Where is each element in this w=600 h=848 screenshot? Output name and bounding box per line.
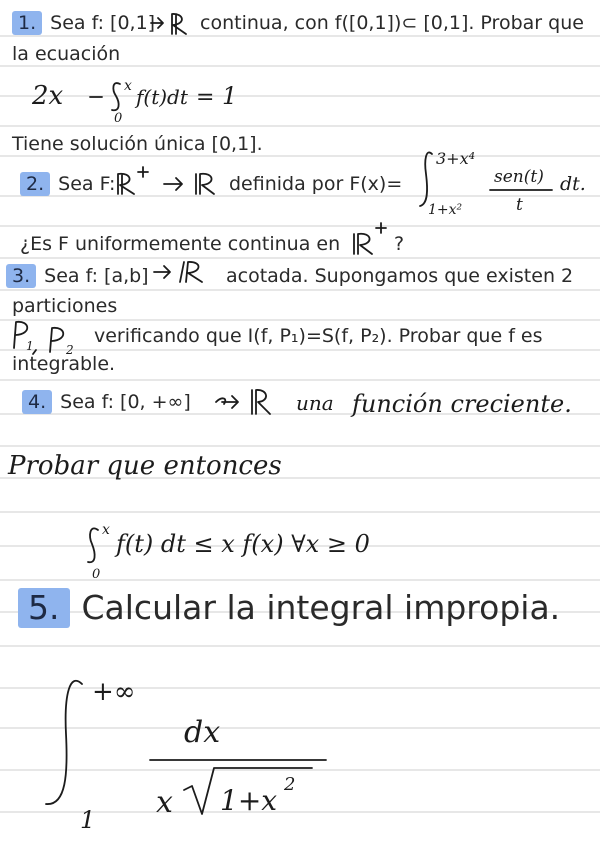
svg-text:sen(t): sen(t)	[494, 167, 544, 187]
svg-text:1: 1	[222, 82, 238, 110]
exercise-2-text-a: Sea F:	[58, 173, 116, 195]
exercise-2-text-c: ¿Es F uniformemente continua en	[20, 233, 341, 255]
exercise-2-text-b: definida por F(x)=	[229, 173, 403, 195]
exercise-1-line-1	[12, 11, 155, 35]
svg-text:2: 2	[66, 343, 74, 357]
handwritten-inequality	[82, 516, 502, 580]
exercise-3-text-b: acotada. Supongamos que existen 2	[226, 265, 574, 287]
exercise-5-text-a: Calcular la integral impropia.	[81, 588, 561, 627]
handwritten-arrow-to-R-3	[150, 256, 214, 288]
svg-text:Probar que entonces: Probar que entonces	[8, 451, 282, 481]
exercise-5-line-1	[18, 588, 560, 628]
exercise-3-text-c: particiones	[12, 295, 118, 317]
exercise-3-text-e: integrable.	[12, 353, 116, 375]
exercise-3-line-1	[6, 264, 149, 288]
exercise-4-text-a: Sea f: [0, +∞]	[60, 391, 191, 413]
handwritten-integral-F	[418, 144, 598, 220]
svg-text:1: 1	[26, 339, 34, 353]
exercise-1-text-c: la ecuación	[12, 43, 121, 65]
exercise-2-text-d: ?	[394, 233, 405, 255]
svg-text:=: =	[196, 85, 215, 110]
handwritten-improper-integral	[36, 664, 336, 834]
exercise-3-text-d: verificando que I(f, P₁)=S(f, P₂). Probar que f es	[94, 325, 543, 347]
exercise-2-line-1	[20, 172, 115, 196]
svg-text:f(t)dt: f(t)dt	[136, 85, 188, 109]
svg-text:+∞: +∞	[92, 677, 136, 707]
exercise-1-text-d: Tiene solución única [0,1].	[12, 133, 263, 155]
svg-text:x: x	[102, 522, 110, 538]
exercise-3-number: 3.	[6, 264, 36, 288]
svg-text:2: 2	[284, 774, 296, 795]
svg-text:1+x²: 1+x²	[428, 202, 463, 218]
handwritten-probar-line	[6, 446, 306, 496]
handwritten-equation-1	[28, 76, 268, 126]
exercise-1-text-a: Sea f: [0,1]	[50, 12, 156, 34]
handwritten-P1-P2	[10, 316, 90, 356]
svg-text:t: t	[516, 195, 523, 215]
handwritten-exercise-4-line	[212, 380, 600, 426]
exercise-3-text-a: Sea f: [a,b]	[44, 265, 149, 287]
svg-text:2x: 2x	[32, 81, 64, 111]
handwritten-R-plus-to-R	[114, 162, 226, 196]
svg-text:función creciente.: función creciente.	[352, 390, 572, 418]
svg-text:dx: dx	[184, 715, 221, 750]
exercise-1-text-b: continua, con f([0,1])⊂ [0,1]. Probar que	[200, 12, 584, 34]
svg-text:3+x⁴: 3+x⁴	[436, 149, 476, 168]
svg-text:0: 0	[92, 567, 101, 582]
svg-text:una: una	[296, 391, 334, 415]
exercise-1-number: 1.	[12, 11, 42, 35]
svg-text:1+x: 1+x	[220, 784, 278, 817]
exercise-5-number: 5.	[18, 588, 70, 628]
svg-text:x: x	[156, 785, 173, 820]
exercise-2-number: 2.	[20, 172, 50, 196]
exercise-4-line-1	[22, 390, 191, 414]
handwritten-arrow-to-R-1	[148, 10, 196, 38]
handwritten-R-plus-2	[350, 220, 394, 256]
svg-text:1: 1	[80, 806, 96, 834]
svg-text:x: x	[124, 78, 132, 94]
svg-text:f(t) dt ≤ x f(x) ∀x ≥ 0: f(t) dt ≤ x f(x) ∀x ≥ 0	[116, 530, 370, 558]
svg-text:0: 0	[114, 111, 123, 126]
exercise-4-number: 4.	[22, 390, 52, 414]
svg-text:dt.: dt.	[560, 173, 586, 195]
